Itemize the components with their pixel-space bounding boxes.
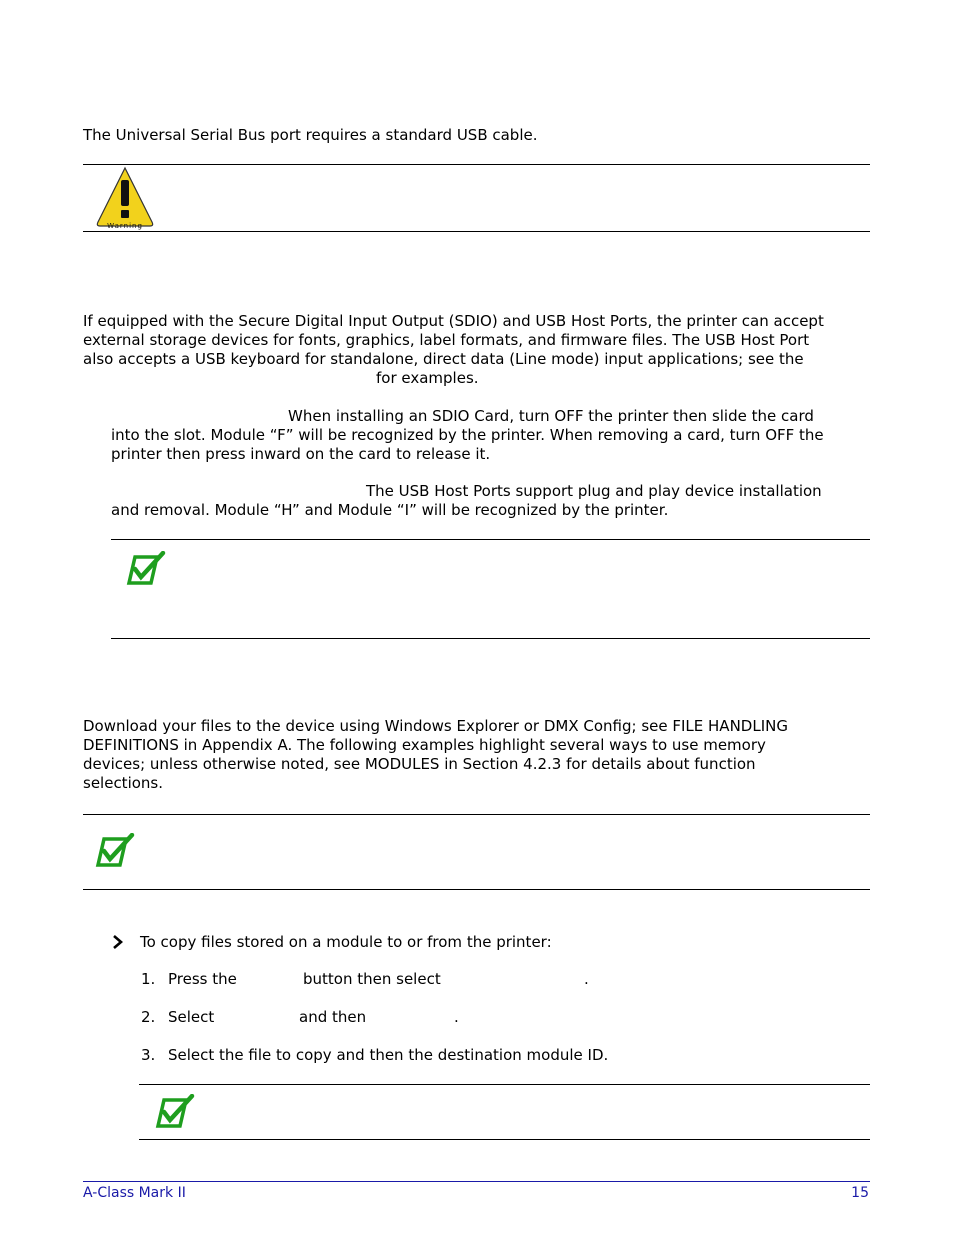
bullet-arrow-icon: [112, 935, 124, 949]
procedure-intro: To copy files stored on a module to or from the printer:: [140, 933, 552, 951]
warning-icon-label: Warning: [107, 222, 143, 230]
note-check-icon: [94, 833, 136, 869]
page-number: 15: [851, 1185, 869, 1201]
step-1-number: 1.: [141, 970, 156, 988]
storage-paragraph-line-3: also accepts a USB keyboard for standalone, direct data (Line mode) input applications; see the: [83, 350, 804, 368]
step-2-text-b: and then: [299, 1008, 367, 1026]
warning-bottom-rule: [83, 231, 870, 232]
sdio-line-2: into the slot. Module “F” will be recognized by the printer. When removing a card, turn OFF the: [111, 426, 824, 444]
note-3-top-rule: [139, 1084, 870, 1085]
step-2-text-c: .: [454, 1008, 459, 1026]
step-1-text-b: button then select: [303, 970, 441, 988]
download-line-4: selections.: [83, 774, 164, 792]
sdio-line-1: When installing an SDIO Card, turn OFF the printer then slide the card: [288, 407, 814, 425]
step-1-text-c: .: [584, 970, 589, 988]
step-1-text-a: Press the: [168, 970, 237, 988]
download-line-2: DEFINITIONS in Appendix A. The following examples highlight several ways to use memory: [83, 736, 766, 754]
step-3-text: Select the file to copy and then the destination module ID.: [168, 1046, 609, 1064]
note-1-bottom-rule: [111, 638, 870, 639]
note-1-top-rule: [111, 539, 870, 540]
warning-icon: [94, 166, 156, 230]
step-2-text-a: Select: [168, 1008, 215, 1026]
usb-cable-text: The Universal Serial Bus port requires a standard USB cable.: [83, 126, 538, 144]
sdio-line-3: printer then press inward on the card to release it.: [111, 445, 491, 463]
note-2-bottom-rule: [83, 889, 870, 890]
warning-top-rule: [83, 164, 870, 165]
usb-host-line-1: The USB Host Ports support plug and play device installation: [366, 482, 822, 500]
step-2-number: 2.: [141, 1008, 156, 1026]
footer-title: A-Class Mark II: [83, 1185, 186, 1201]
download-line-1: Download your files to the device using Windows Explorer or DMX Config; see FILE HANDLING: [83, 717, 788, 735]
usb-host-line-2: and removal. Module “H” and Module “I” will be recognized by the printer.: [111, 501, 669, 519]
step-3-number: 3.: [141, 1046, 156, 1064]
storage-paragraph-line-1: If equipped with the Secure Digital Input Output (SDIO) and USB Host Ports, the printer can accept: [83, 312, 824, 330]
download-line-3: devices; unless otherwise noted, see MODULES in Section 4.2.3 for details about function: [83, 755, 756, 773]
storage-paragraph-line-2: external storage devices for fonts, graphics, label formats, and firmware files. The USB Host Port: [83, 331, 810, 349]
storage-paragraph-line-4: for examples.: [376, 369, 479, 387]
note-check-icon: [154, 1094, 196, 1130]
footer-rule: [83, 1181, 870, 1182]
note-2-top-rule: [83, 814, 870, 815]
note-3-bottom-rule: [139, 1139, 870, 1140]
note-check-icon: [125, 551, 167, 587]
